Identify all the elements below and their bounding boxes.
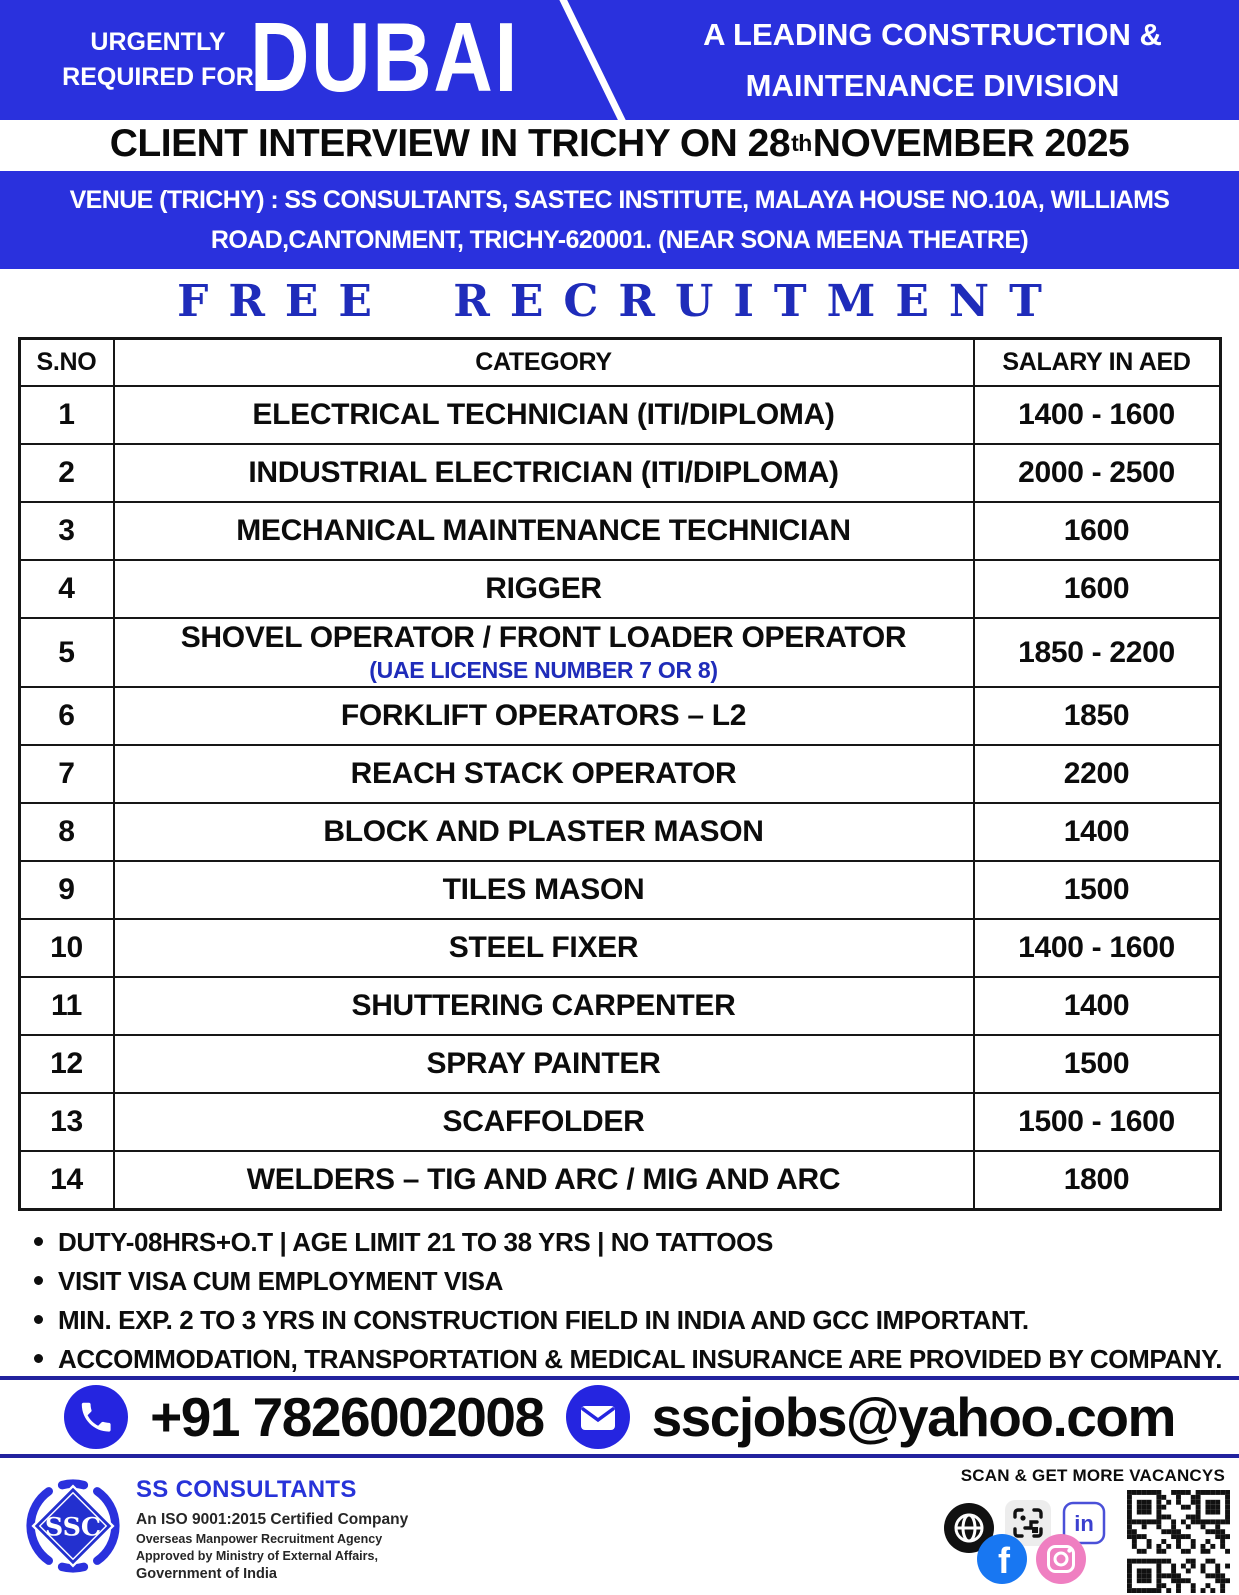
city-title: DUBAI [250,2,520,113]
row-number: 11 [19,977,114,1035]
table-row [19,861,1220,919]
table-row [19,1035,1220,1093]
conditions-list [28,1227,1239,1375]
interview-text-suffix: NOVEMBER 2025 [812,121,1130,165]
row-note: (UAE LICENSE NUMBER 7 OR 8) [369,657,718,683]
row-number: 3 [19,502,114,560]
table-row [19,745,1220,803]
row-salary: 1400 - 1600 [974,919,1221,977]
column-header-category: CATEGORY [114,339,974,387]
row-salary: 2000 - 2500 [974,444,1221,502]
row-category: BLOCK AND PLASTER MASON [114,803,974,861]
row-category: TILES MASON [114,861,974,919]
footer [0,1458,1239,1595]
email-icon [566,1385,630,1449]
company-cert-line2: Overseas Manpower Recruitment Agency [136,1532,383,1546]
row-category: SCAFFOLDER [114,1093,974,1151]
row-salary: 1850 [974,687,1221,745]
phone-number[interactable]: +91 7826002008 [150,1386,544,1448]
row-number: 4 [19,560,114,618]
row-category: WELDERS – TIG AND ARC / MIG AND ARC [114,1151,974,1210]
scan-label: SCAN & GET MORE VACANCYS [960,1466,1225,1485]
urgently-line1: URGENTLY [90,28,226,56]
table-row [19,444,1220,502]
row-category: FORKLIFT OPERATORS – L2 [114,687,974,745]
row-number: 6 [19,687,114,745]
company-cert-line4: Government of India [136,1566,277,1582]
email-address[interactable]: sscjobs@yahoo.com [651,1386,1175,1448]
row-category: REACH STACK OPERATOR [114,745,974,803]
qr-code[interactable] [1127,1490,1230,1593]
table-row [19,502,1220,560]
free-recruitment-headline: FREE RECRUITMENT [177,276,1062,327]
date-superscript: th [791,130,812,156]
jobs-table [18,337,1222,1211]
row-category: STEEL FIXER [114,919,974,977]
row-number: 9 [19,861,114,919]
condition-item: DUTY-08HRS+O.T | AGE LIMIT 21 TO 38 YRS | NO TATTOOS [28,1227,1239,1258]
table-row [19,919,1220,977]
table-row [19,560,1220,618]
interview-banner [0,120,1239,167]
urgently-required-label [58,25,258,95]
company-name: SS CONSULTANTS [136,1476,357,1503]
row-number: 14 [19,1151,114,1210]
facebook-icon[interactable] [977,1534,1027,1584]
division-line1: A LEADING CONSTRUCTION & [703,16,1162,52]
table-row [19,1093,1220,1151]
company-block [136,1476,408,1582]
table-row [19,386,1220,444]
row-category: ELECTRICAL TECHNICIAN (ITI/DIPLOMA) [114,386,974,444]
table-row [19,803,1220,861]
row-salary: 1500 - 1600 [974,1093,1221,1151]
row-number: 2 [19,444,114,502]
logo-text: SSC [44,1511,102,1542]
linkedin-glyph: in [1074,1511,1094,1536]
condition-item: MIN. EXP. 2 TO 3 YRS IN CONSTRUCTION FIELD IN INDIA AND GCC IMPORTANT. [28,1305,1239,1336]
row-category: RIGGER [114,560,974,618]
column-header-sno: S.NO [19,339,114,387]
company-cert-line1: An ISO 9001:2015 Certified Company [136,1511,409,1528]
column-header-salary: SALARY IN AED [974,339,1221,387]
jobs-table-body [19,386,1220,1210]
company-logo [26,1470,120,1582]
contact-bar [0,1376,1239,1458]
row-number: 12 [19,1035,114,1093]
row-salary: 1500 [974,1035,1221,1093]
division-line2: MAINTENANCE DIVISION [745,68,1120,103]
venue-text: VENUE (TRICHY) : SS CONSULTANTS, SASTEC INSTITUTE, MALAYA HOUSE NO.10A, WILLIAMS ROAD,CANTONMENT, TRICHY-620001. (NEAR SONA MEENA THEATRE) [69,186,1170,254]
row-salary: 1800 [974,1151,1221,1210]
condition-item: ACCOMMODATION, TRANSPORTATION & MEDICAL INSURANCE ARE PROVIDED BY COMPANY. [28,1344,1239,1375]
row-number: 5 [19,618,114,687]
row-salary: 1600 [974,560,1221,618]
row-salary: 1400 [974,803,1221,861]
row-category: SHUTTERING CARPENTER [114,977,974,1035]
row-salary: 1850 - 2200 [974,618,1221,687]
header-banner [0,0,1239,120]
row-number: 10 [19,919,114,977]
row-category: SPRAY PAINTER [114,1035,974,1093]
row-salary: 1500 [974,861,1221,919]
row-number: 8 [19,803,114,861]
row-category: INDUSTRIAL ELECTRICIAN (ITI/DIPLOMA) [114,444,974,502]
row-salary: 2200 [974,745,1221,803]
company-cert-line3: Approved by Ministry of External Affairs, [136,1549,378,1563]
urgently-line2: REQUIRED FOR [62,63,254,91]
row-salary: 1400 [974,977,1221,1035]
phone-icon [64,1385,128,1449]
condition-item: VISIT VISA CUM EMPLOYMENT VISA [28,1266,1239,1297]
row-category: SHOVEL OPERATOR / FRONT LOADER OPERATOR (UAE LICENSE NUMBER 7 OR 8) [114,618,974,687]
diagonal-divider [557,0,630,120]
table-row [19,1151,1220,1210]
row-category: MECHANICAL MAINTENANCE TECHNICIAN [114,502,974,560]
table-header-row [19,339,1220,387]
table-row [19,687,1220,745]
venue-banner [0,171,1239,269]
division-title [660,9,1205,111]
interview-text-prefix: CLIENT INTERVIEW IN TRICHY ON 28 [109,121,791,165]
row-salary: 1400 - 1600 [974,386,1221,444]
instagram-icon[interactable] [1036,1534,1086,1584]
facebook-glyph: f [998,1540,1010,1581]
row-salary: 1600 [974,502,1221,560]
row-number: 13 [19,1093,114,1151]
row-number: 7 [19,745,114,803]
table-row [19,977,1220,1035]
table-row [19,618,1220,687]
row-number: 1 [19,386,114,444]
